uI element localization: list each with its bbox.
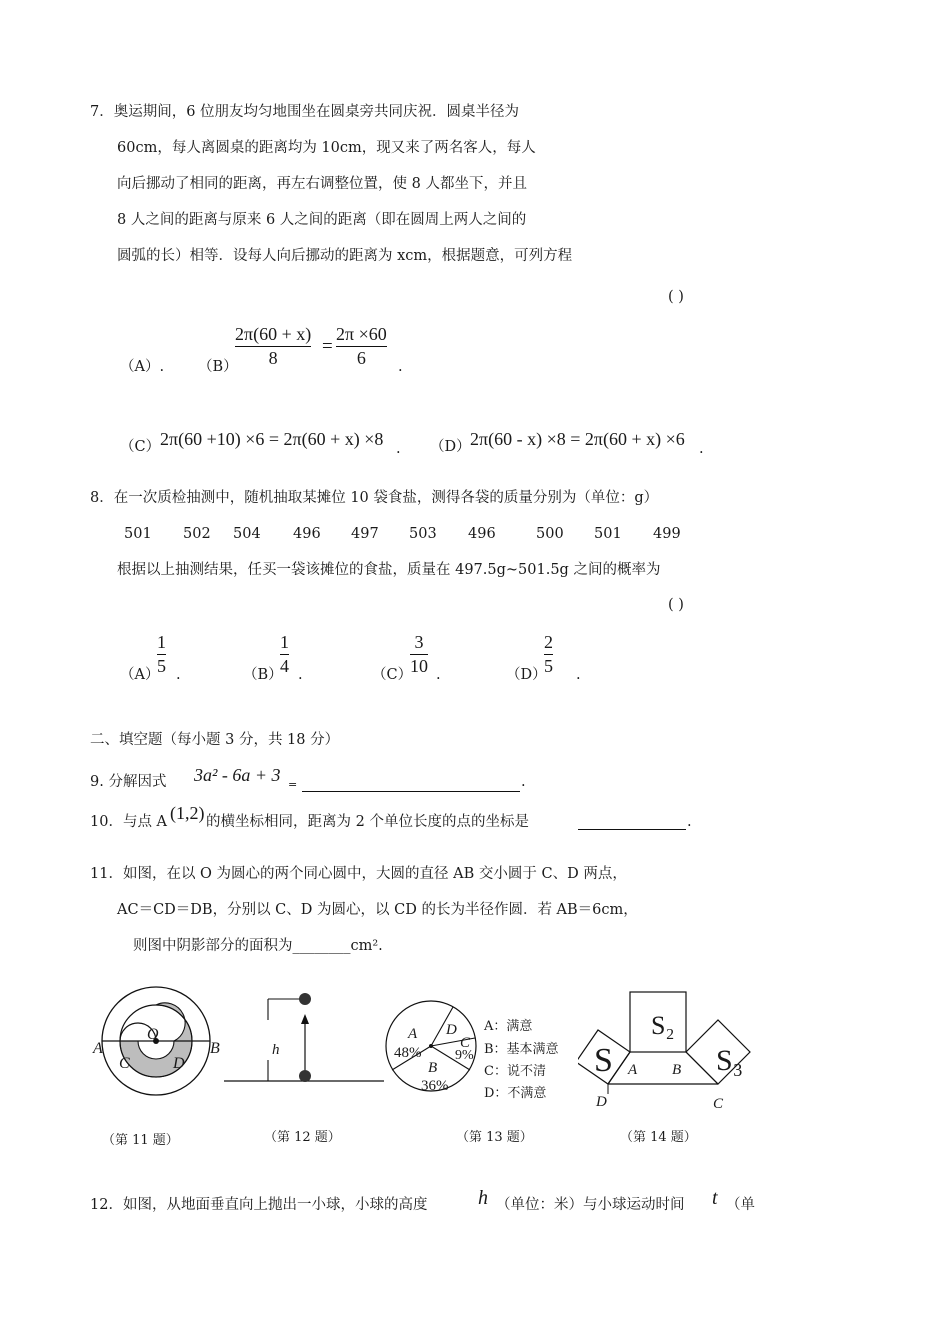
q7-option-d-label: （D）	[430, 439, 471, 455]
q7-option-a: （A）.	[120, 359, 165, 375]
q10-end: .	[687, 814, 692, 830]
fig13-label-a: A	[408, 1026, 418, 1042]
q8-value-0: 501	[124, 526, 152, 542]
fraction-bar	[336, 346, 387, 347]
q8-value-2: 504	[233, 526, 261, 542]
fig13-caption: （第 13 题）	[456, 1130, 533, 1145]
q7-line3: 向后挪动了相同的距离，再左右调整位置，使 8 人都坐下，并且	[117, 176, 527, 192]
fraction-bar	[410, 654, 428, 655]
q8-a-den: 5	[157, 656, 166, 676]
ball-bottom	[299, 1070, 311, 1082]
q8-option-a-frac	[157, 632, 166, 676]
q8-value-3: 496	[293, 526, 321, 542]
fig13-label-c: C	[460, 1035, 471, 1051]
q8-option-b-end: .	[298, 667, 303, 683]
q7-option-c-end: .	[396, 441, 401, 457]
fig11-label-c: C	[119, 1055, 130, 1072]
q8-value-6: 496	[468, 526, 496, 542]
q8-d-den: 5	[544, 656, 553, 676]
fraction-bar	[280, 654, 289, 655]
q9-answer-blank[interactable]	[302, 776, 520, 792]
q10-answer-blank[interactable]	[578, 815, 686, 830]
pie-center	[429, 1044, 433, 1048]
fig11-label-a: A	[93, 1040, 103, 1057]
fig13-legend-d: D：不满意	[484, 1086, 547, 1101]
q7-line5: 圆弧的长）相等．设每人向后挪动的距离为 xcm，根据题意，可列方程	[117, 248, 573, 264]
q8-option-c-label: （C）	[372, 667, 413, 683]
q7-line1: 7．奥运期间，6 位朋友均匀地围坐在圆桌旁共同庆祝．圆桌半径为	[90, 104, 520, 120]
fig13-legend-c: C：说不清	[484, 1064, 546, 1079]
fig11-label-d: D	[173, 1055, 185, 1072]
q8-answer-paren: ( )	[668, 597, 684, 613]
fig13-percent-a: 48%	[394, 1045, 422, 1061]
fig13-legend-b: B：基本满意	[484, 1042, 559, 1057]
q8-option-d-end: .	[576, 667, 581, 683]
q7-b-num2: 2π ×60	[336, 324, 387, 344]
fig14-label-s1: S	[594, 1042, 613, 1079]
q8-option-a-end: .	[176, 667, 181, 683]
q8-b-den: 4	[280, 656, 289, 676]
q7-option-b-equals: =	[322, 336, 333, 357]
q8-a-num: 1	[157, 632, 166, 652]
fig14-label-d: D	[596, 1094, 607, 1110]
q8-option-c-end: .	[436, 667, 441, 683]
q8-option-a-label: （A）	[120, 667, 160, 683]
q8-value-4: 497	[351, 526, 379, 542]
fig14-label-b: B	[672, 1062, 682, 1078]
q8-c-den: 10	[410, 656, 428, 676]
q7-b-den1: 8	[268, 348, 278, 368]
q7-b-num1: 2π(60 + x)	[235, 324, 312, 344]
q8-line3: 根据以上抽测结果，任买一袋该摊位的食盐，质量在 497.5g~501.5g 之间的概率为	[117, 562, 661, 578]
q9-end: .	[521, 774, 526, 790]
q8-option-d-label: （D）	[506, 667, 547, 683]
q10-point: (1,2)	[170, 803, 205, 823]
q12-text-a: 12．如图，从地面垂直向上抛出一小球，小球的高度	[90, 1197, 428, 1213]
q10-prefix: 10．与点 A	[90, 814, 168, 830]
q10-suffix: 的横坐标相同，距离为 2 个单位长度的点的坐标是	[206, 814, 529, 830]
fig13-label-d: D	[446, 1022, 457, 1038]
fig11-label-o: O	[147, 1026, 159, 1043]
q12-var-h: h	[478, 1187, 488, 1209]
fig13-percent-b: 36%	[421, 1078, 449, 1094]
q12-var-t: t	[712, 1187, 718, 1209]
fig14-label-a: A	[628, 1062, 638, 1078]
q12-text-c: （单	[726, 1197, 755, 1213]
fig14-label-c: C	[713, 1096, 724, 1112]
q7-answer-paren: ( )	[668, 289, 684, 305]
q8-option-c-frac	[410, 632, 428, 676]
fig12-caption: （第 12 题）	[264, 1130, 341, 1145]
q7-option-c-label: （C）	[120, 439, 161, 455]
ball-top	[299, 993, 311, 1005]
q7-option-b-end: .	[398, 359, 403, 375]
fraction-bar	[235, 346, 311, 347]
q7-option-d-end: .	[699, 441, 704, 457]
q8-value-8: 501	[594, 526, 622, 542]
q8-d-num: 2	[544, 632, 553, 652]
q7-option-b-frac2	[336, 324, 387, 368]
q8-line1: 8．在一次质检抽测中，随机抽取某摊位 10 袋食盐，测得各袋的质量分别为（单位：g）	[90, 490, 659, 506]
q7-option-c-expr: 2π(60 +10) ×6 = 2π(60 + x) ×8	[160, 429, 384, 449]
q11-line1: 11．如图，在以 O 为圆心的两个同心圆中，大圆的直径 AB 交小圆于 C、D 两点，	[90, 866, 627, 882]
q8-value-7: 500	[536, 526, 564, 542]
q11-line2: AC＝CD＝DB，分别以 C、D 为圆心，以 CD 的长为半径作圆．若 AB＝6cm，	[117, 902, 638, 918]
q8-value-5: 503	[409, 526, 437, 542]
fig14-caption: （第 14 题）	[620, 1130, 697, 1145]
q7-option-d-expr: 2π(60 - x) ×8 = 2π(60 + x) ×6	[470, 429, 685, 449]
figure-12-thrown-ball	[222, 990, 387, 1085]
q11-line3: 则图中阴影部分的面积为________cm².	[133, 938, 383, 954]
fig14-label-s3: S₃	[716, 1044, 744, 1077]
q7-option-b-label: （B）	[198, 359, 238, 375]
q8-c-num: 3	[414, 632, 424, 652]
q8-value-1: 502	[183, 526, 211, 542]
fig13-legend-a: A：满意	[484, 1019, 533, 1034]
q7-option-b-frac1	[235, 324, 311, 368]
section-2-title: 二、填空题（每小题 3 分，共 18 分）	[90, 732, 340, 748]
q9-prefix: 9. 分解因式	[90, 774, 167, 790]
q7-b-den2: 6	[356, 348, 366, 368]
q12-text-b: （单位：米）与小球运动时间	[496, 1197, 685, 1213]
q8-option-d-frac	[544, 632, 553, 676]
q8-value-9: 499	[653, 526, 681, 542]
fig14-label-s2: S₂	[651, 1011, 675, 1040]
fig13-percent-c: 9%	[455, 1048, 474, 1063]
fraction-bar	[157, 654, 166, 655]
q8-option-b-label: （B）	[243, 667, 283, 683]
fraction-bar	[544, 654, 553, 655]
arrow-head-icon	[301, 1014, 309, 1024]
fig11-caption: （第 11 题）	[102, 1133, 179, 1148]
q9-expression: 3a² - 6a + 3	[194, 765, 281, 785]
q7-line4: 8 人之间的距离与原来 6 人之间的距离（即在圆周上两人之间的	[117, 212, 527, 228]
fig13-label-b: B	[428, 1060, 438, 1076]
q8-b-num: 1	[280, 632, 289, 652]
q9-equals: =	[288, 778, 298, 791]
q8-option-b-frac	[280, 632, 289, 676]
q7-line2: 60cm，每人离圆桌的距离均为 10cm，现又来了两名客人，每人	[117, 140, 536, 156]
fig11-label-b: B	[210, 1040, 220, 1057]
fig12-label-h: h	[272, 1042, 280, 1058]
